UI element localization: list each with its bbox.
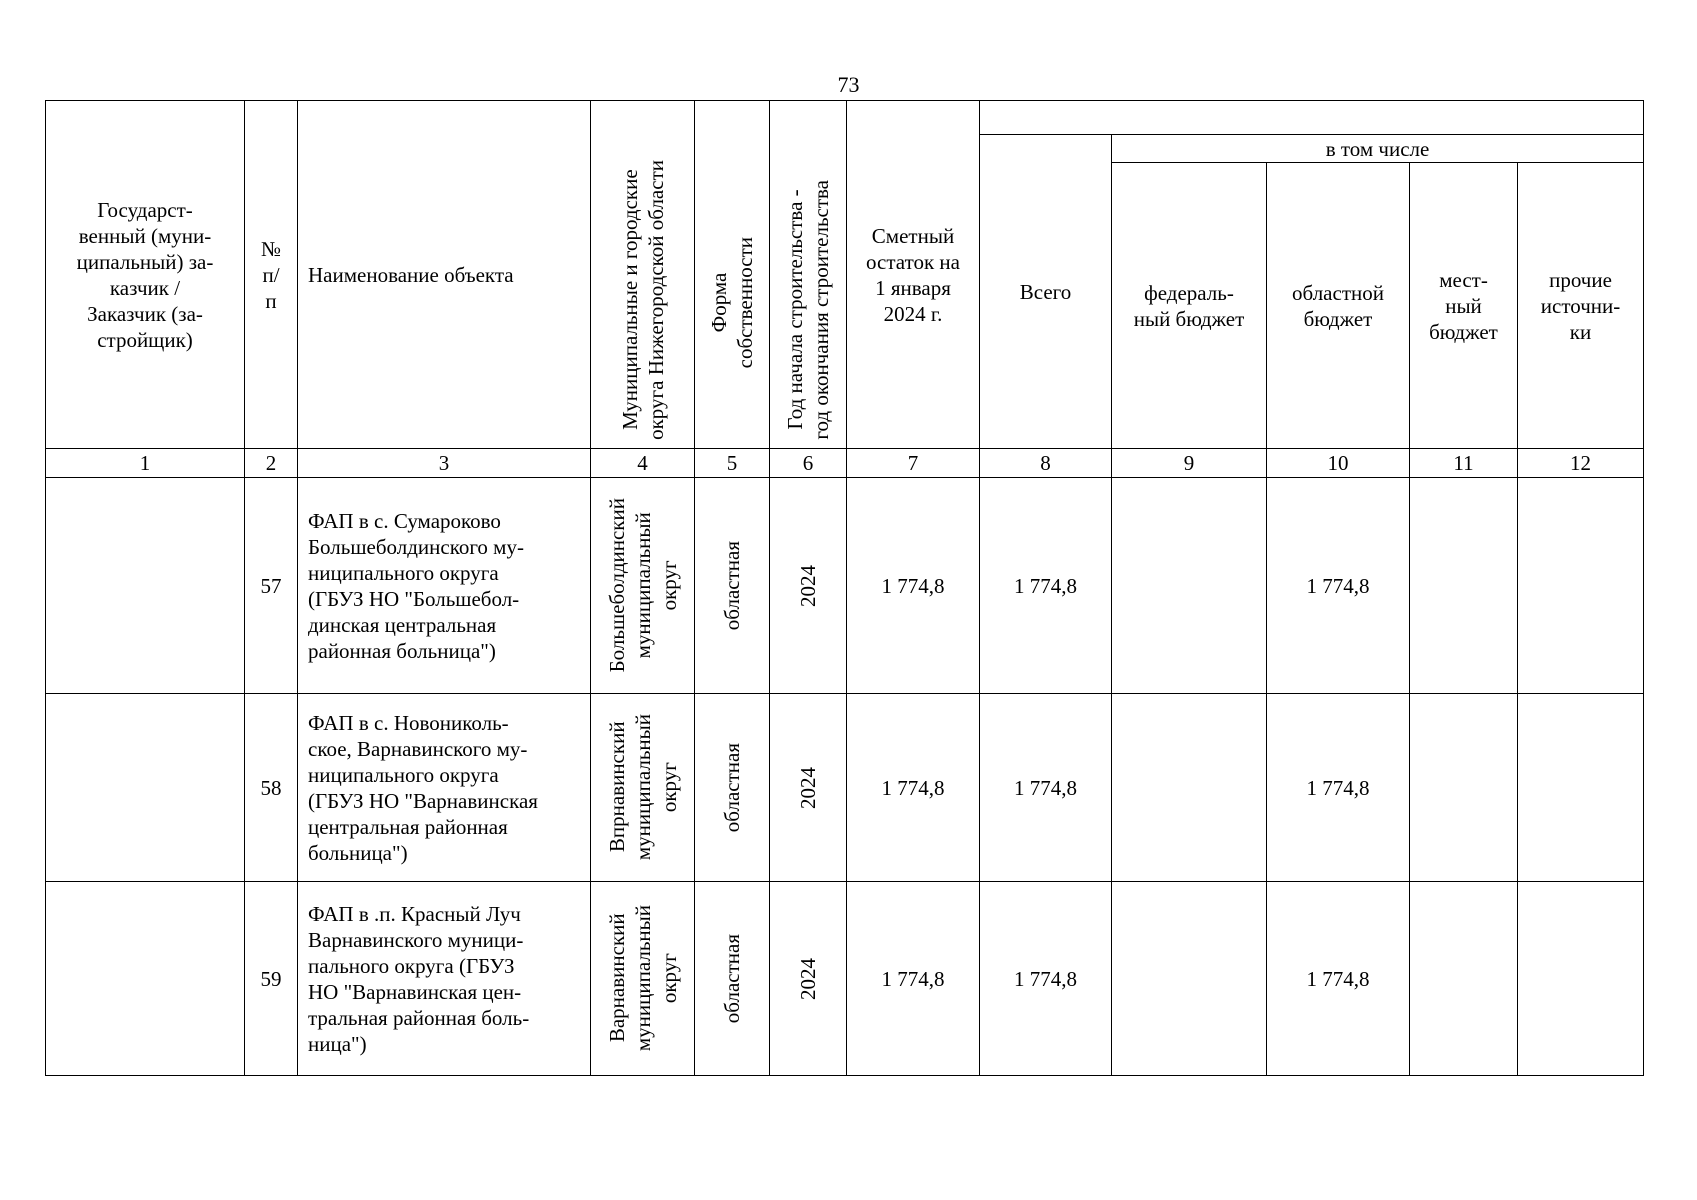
header-ownership: Форма собственности [707,236,757,368]
column-number: 3 [298,449,591,478]
row-ownership: областная [720,933,744,1024]
row-ownership: областная [720,742,744,833]
row-customer [46,478,245,694]
column-number: 2 [245,449,298,478]
header-row-1 [46,101,1644,135]
header-estimate: Сметный остаток на 1 января 2024 г. [847,101,980,449]
row-estimate: 1 774,8 [847,694,980,882]
table-row [46,882,1644,1076]
column-number: 10 [1267,449,1410,478]
header-regional: областной бюджет [1267,163,1410,449]
column-number: 6 [770,449,847,478]
column-number: 4 [591,449,695,478]
column-number: 5 [695,449,770,478]
column-number: 9 [1112,449,1267,478]
column-number: 8 [980,449,1112,478]
header-municipal: Муниципальные и городские округа Нижегородской области [617,160,668,440]
header-customer: Государст- венный (муни- ципальный) за- казчик / Заказчик (за- стройщик) [46,101,245,449]
row-object-name: ФАП в с. Сумароково Большеболдинского му- ниципального округа (ГБУЗ НО "Большебол- динская центральная районная больница") [298,478,591,694]
header-number: № п/ п [245,101,298,449]
row-other [1518,882,1644,1076]
column-number: 7 [847,449,980,478]
row-number: 57 [245,478,298,694]
row-local [1410,882,1518,1076]
header-total: Всего [980,135,1112,449]
row-year: 2024 [796,957,820,1000]
row-municipal: Впрнавинский муниципальный округ [604,714,681,861]
row-object-name: ФАП в .п. Красный Луч Варнавинского муници- пального округа (ГБУЗ НО "Варнавинская цен- тральная районная боль- ница") [298,882,591,1076]
header-other: прочие источни- ки [1518,163,1644,449]
row-other [1518,478,1644,694]
row-federal [1112,694,1267,882]
row-local [1410,478,1518,694]
row-year: 2024 [796,564,820,607]
table-row [46,478,1644,694]
investment-objects-table [45,100,1644,1076]
header-local: мест- ный бюджет [1410,163,1518,449]
row-total: 1 774,8 [980,694,1112,882]
header-object-name: Наименование объекта [298,101,591,449]
row-total: 1 774,8 [980,882,1112,1076]
row-customer [46,694,245,882]
row-regional: 1 774,8 [1267,478,1410,694]
row-ownership: областная [720,540,744,631]
row-customer [46,882,245,1076]
column-number-row [46,449,1644,478]
table-row [46,694,1644,882]
row-municipal: Варнавинский муниципальный округ [604,905,681,1052]
header-including: в том числе [1112,135,1644,163]
row-estimate: 1 774,8 [847,478,980,694]
column-number: 11 [1410,449,1518,478]
row-local [1410,694,1518,882]
row-regional: 1 774,8 [1267,694,1410,882]
row-number: 58 [245,694,298,882]
row-object-name: ФАП в с. Новониколь- ское, Варнавинского му- ниципального округа (ГБУЗ НО "Варнавинская центральная районная больница") [298,694,591,882]
header-federal: федераль- ный бюджет [1112,163,1267,449]
header-top-group [980,101,1644,135]
row-other [1518,694,1644,882]
page-number: 73 [837,72,860,97]
row-regional: 1 774,8 [1267,882,1410,1076]
column-number: 1 [46,449,245,478]
row-total: 1 774,8 [980,478,1112,694]
column-number: 12 [1518,449,1644,478]
row-year: 2024 [796,766,820,809]
header-years: Год начала строительства - год окончания строительства [783,180,833,440]
row-estimate: 1 774,8 [847,882,980,1076]
row-number: 59 [245,882,298,1076]
row-federal [1112,478,1267,694]
row-municipal: Большеболдинский муниципальный округ [604,498,681,673]
row-federal [1112,882,1267,1076]
